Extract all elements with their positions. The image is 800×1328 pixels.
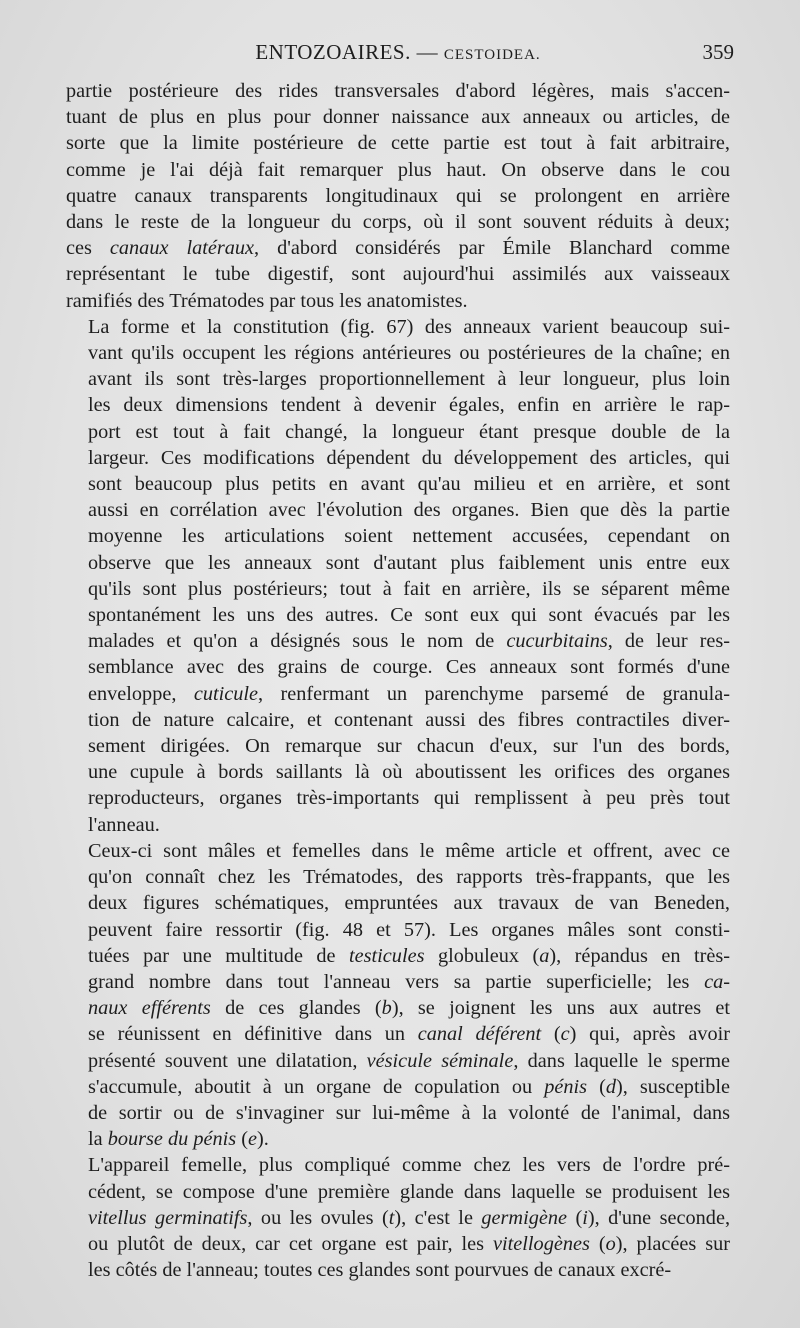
text-line: tuant de plus en plus pour donner naissance aux anneaux ou articles, de	[66, 106, 730, 129]
text-line: partie postérieure des rides transversales d'abord légères, mais s'accen-	[66, 80, 730, 102]
text-line: l'anneau.	[88, 813, 160, 836]
section-subtitle: CESTOIDEA.	[443, 47, 541, 63]
text-line: moyenne les articulations soient nettement accusées, cependant on	[88, 525, 730, 548]
text-line: sont beaucoup plus petits en avant qu'au milieu et en arrière, et sont	[88, 473, 730, 496]
paragraph	[66, 838, 730, 1152]
text-line: avant ils sont très-larges proportionnellement à leur longueur, plus loin	[88, 368, 730, 391]
text-line: peuvent faire ressortir (fig. 48 et 57). Les organes mâles sont consti-	[88, 918, 730, 941]
text-line: s'accumule, aboutit à un organe de copulation ou pénis (d), susceptible	[88, 1075, 730, 1098]
text-line: se réunissent en définitive dans un canal déférent (c) qui, après avoir	[88, 1023, 731, 1046]
text-line: sement dirigées. On remarque sur chacun d'eux, sur l'un des bords,	[88, 735, 730, 758]
text-line: spontanément les uns des autres. Ce sont eux qui sont évacués par les	[88, 604, 730, 627]
text-line: vant qu'ils occupent les régions antérieures ou postérieures de la chaîne; en	[88, 342, 730, 365]
text-line: présenté souvent une dilatation, vésicule séminale, dans laquelle le sperme	[88, 1049, 730, 1072]
text-line: ou plutôt de deux, car cet organe est pair, les vitellogènes (o), placées sur	[88, 1232, 730, 1255]
text-line: les deux dimensions tendent à devenir égales, enfin en arrière le rap-	[88, 394, 730, 417]
text-line: la bourse du pénis (e).	[88, 1128, 269, 1151]
text-line: de sortir ou de s'invaginer sur lui-même à la volonté de l'animal, dans	[88, 1101, 730, 1124]
text-line: observe que les anneaux sont d'autant plus faiblement unis entre eux	[88, 551, 730, 574]
running-head-title	[66, 40, 730, 65]
chapter-title: ENTOZOAIRES.	[255, 40, 411, 64]
page-number: 359	[702, 40, 734, 64]
text-line: dans le reste de la longueur du corps, où il sont souvent réduits à deux;	[66, 211, 730, 234]
paragraph	[66, 314, 730, 838]
text-line: qu'on connaît chez les Trématodes, des rapports très-frappants, que les	[88, 866, 730, 889]
text-line: tion de nature calcaire, et contenant aussi des fibres contractiles diver-	[88, 708, 730, 731]
text-line: grand nombre dans tout l'anneau vers sa partie superficielle; les ca-	[88, 970, 730, 993]
text-line: malades et qu'on a désignés sous le nom de cucurbitains, de leur res-	[88, 630, 731, 653]
text-line: La forme et la constitution (fig. 67) des anneaux varient beaucoup sui-	[88, 315, 730, 338]
body-text	[66, 78, 730, 1283]
text-line: ces canaux latéraux, d'abord considérés par Émile Blanchard comme	[66, 237, 731, 260]
text-line: qu'ils sont plus postérieurs; tout à fait en arrière, ils se séparent même	[88, 577, 730, 600]
running-head	[66, 40, 734, 70]
text-line: port est tout à fait changé, la longueur étant presque double de la	[88, 420, 730, 443]
text-line: comme je l'ai déjà fait remarquer plus haut. On observe dans le cou	[66, 158, 730, 181]
text-line: L'appareil femelle, plus compliqué comme chez les vers de l'ordre pré-	[88, 1154, 730, 1177]
text-line: représentant le tube digestif, sont aujourd'hui assimilés aux vaisseaux	[66, 263, 730, 286]
text-line: Ceux-ci sont mâles et femelles dans le même article et offrent, avec ce	[88, 839, 730, 862]
text-line: sorte que la limite postérieure de cette partie est tout à fait arbitraire,	[66, 132, 730, 155]
text-line: une cupule à bords saillants là où aboutissent les orifices des organes	[88, 761, 730, 784]
text-line: semblance avec des grains de courge. Ces anneaux sont formés d'une	[88, 656, 730, 679]
text-line: naux efférents de ces glandes (b), se joignent les uns aux autres et	[88, 997, 731, 1020]
text-line: enveloppe, cuticule, renfermant un parenchyme parsemé de granula-	[88, 682, 731, 705]
text-line: reproducteurs, organes très-importants qui remplissent à peu près tout	[88, 787, 730, 810]
text-line: tuées par une multitude de testicules globuleux (a), répandus en très-	[88, 944, 730, 967]
text-line: cédent, se compose d'une première glande dans laquelle se produisent les	[88, 1180, 730, 1203]
text-line: deux figures schématiques, empruntées aux travaux de van Beneden,	[88, 892, 730, 915]
text-line: aussi en corrélation avec l'évolution des organes. Bien que dès la partie	[88, 499, 730, 522]
text-line: les côtés de l'anneau; toutes ces glandes sont pourvues de canaux excré-	[88, 1259, 672, 1282]
text-line: ramifiés des Trématodes par tous les anatomistes.	[66, 289, 468, 312]
text-line: largeur. Ces modifications dépendent du développement des articles, qui	[88, 446, 730, 469]
text-line: quatre canaux transparents longitudinaux qui se prolongent en arrière	[66, 184, 730, 207]
title-dash: —	[416, 40, 439, 64]
paragraph	[66, 1152, 730, 1283]
paragraph	[66, 78, 730, 314]
text-line: vitellus germinatifs, ou les ovules (t), c'est le germigène (i), d'une seconde,	[88, 1206, 731, 1229]
